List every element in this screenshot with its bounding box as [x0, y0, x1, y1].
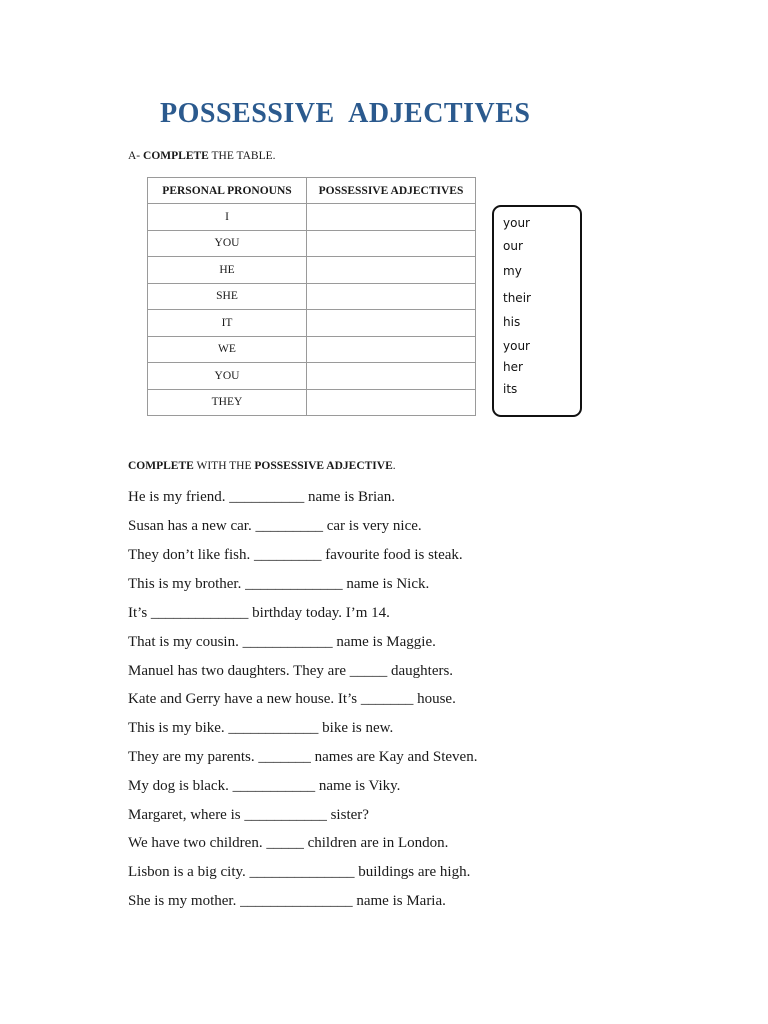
table-row [148, 336, 476, 363]
word-bank-item: our [503, 239, 523, 253]
section-b-instruction: COMPLETE WITH THE POSSESSIVE ADJECTIVE. [128, 460, 396, 472]
pronoun-cell: YOU [148, 230, 307, 257]
answer-cell[interactable] [307, 257, 476, 284]
section-a-instruction: A- COMPLETE THE TABLE. [128, 150, 276, 162]
answer-cell[interactable] [307, 310, 476, 337]
table-header-row [148, 178, 476, 204]
header-possessive-adjectives: POSSESSIVE ADJECTIVES [307, 178, 476, 204]
exercise-sentence: Margaret, where is ___________ sister? [128, 807, 369, 823]
word-bank-box [492, 205, 582, 417]
word-bank-item: my [503, 264, 522, 278]
exercise-sentence: My dog is black. ___________ name is Viky. [128, 778, 401, 794]
table-row [148, 204, 476, 231]
exercise-sentence: We have two children. _____ children are in London. [128, 835, 449, 851]
header-personal-pronouns: PERSONAL PRONOUNS [148, 178, 307, 204]
word-bank-item: your [503, 339, 530, 353]
pronoun-table [147, 177, 476, 416]
answer-cell[interactable] [307, 389, 476, 416]
worksheet-title: POSSESSIVE ADJECTIVES [160, 98, 531, 129]
pronoun-cell: SHE [148, 283, 307, 310]
exercise-sentence: She is my mother. _______________ name is Maria. [128, 893, 446, 909]
exercise-sentence: Manuel has two daughters. They are _____ daughters. [128, 663, 454, 679]
exercise-sentence: They don’t like fish. _________ favourite food is steak. [128, 547, 463, 563]
pronoun-cell: I [148, 204, 307, 231]
answer-cell[interactable] [307, 204, 476, 231]
exercise-sentence: It’s _____________ birthday today. I’m 14. [128, 605, 390, 621]
word-bank-item: its [503, 382, 518, 396]
table-row [148, 283, 476, 310]
pronoun-cell: IT [148, 310, 307, 337]
table-row [148, 310, 476, 337]
exercise-sentence: They are my parents. _______ names are Kay and Steven. [128, 749, 478, 765]
pronoun-cell: WE [148, 336, 307, 363]
table-row [148, 230, 476, 257]
answer-cell[interactable] [307, 283, 476, 310]
exercise-sentence: This is my brother. _____________ name is Nick. [128, 576, 430, 592]
answer-cell[interactable] [307, 363, 476, 390]
table-row [148, 389, 476, 416]
exercise-sentence: Kate and Gerry have a new house. It’s _______ house. [128, 691, 456, 707]
pronoun-cell: YOU [148, 363, 307, 390]
table-row [148, 363, 476, 390]
word-bank-item: his [503, 315, 521, 329]
exercise-sentence: Susan has a new car. _________ car is very nice. [128, 518, 422, 534]
answer-cell[interactable] [307, 336, 476, 363]
word-bank-item: their [503, 291, 531, 305]
pronoun-cell: THEY [148, 389, 307, 416]
word-bank-item: her [503, 360, 523, 374]
word-bank-item: your [503, 216, 530, 230]
exercise-sentence: He is my friend. __________ name is Brian. [128, 489, 396, 505]
exercise-sentence: That is my cousin. ____________ name is Maggie. [128, 634, 436, 650]
table-row [148, 257, 476, 284]
exercise-sentence: Lisbon is a big city. ______________ buildings are high. [128, 864, 471, 880]
pronoun-cell: HE [148, 257, 307, 284]
exercise-sentence: This is my bike. ____________ bike is new. [128, 720, 394, 736]
answer-cell[interactable] [307, 230, 476, 257]
